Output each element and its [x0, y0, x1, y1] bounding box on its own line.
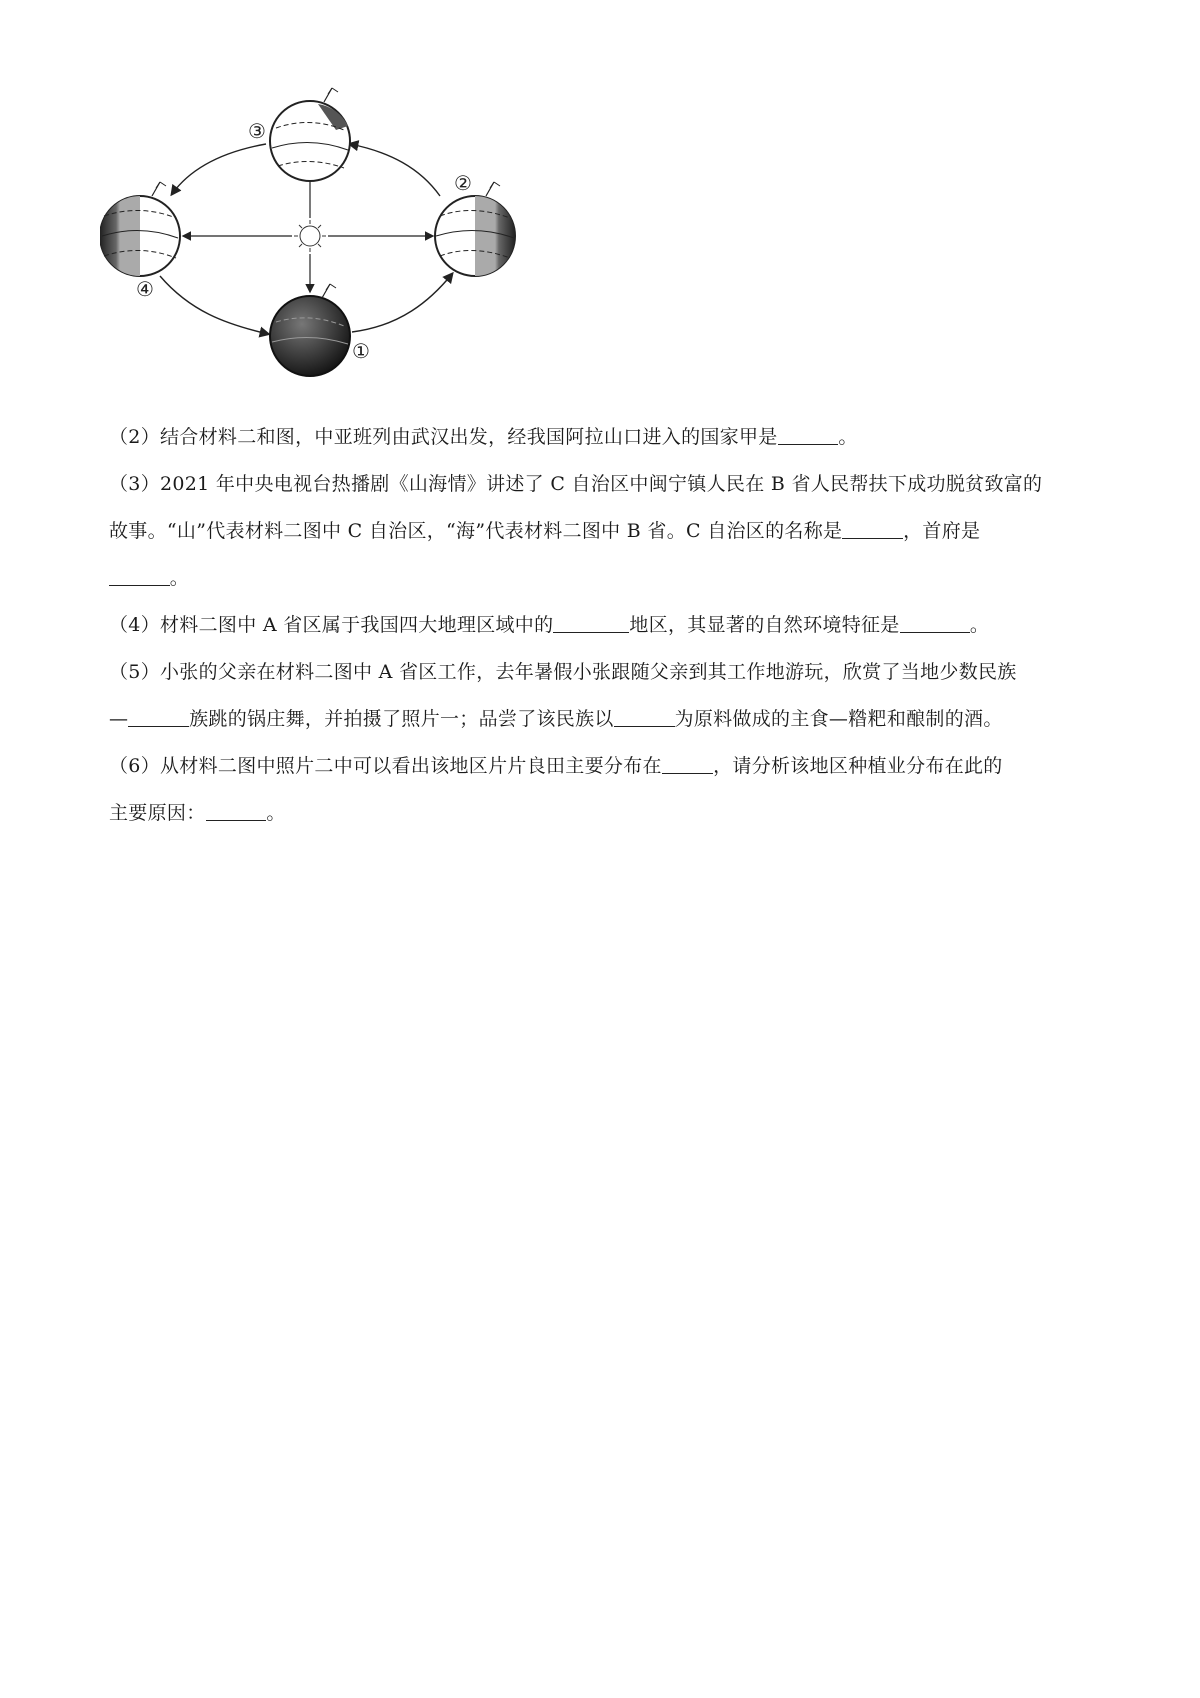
answer-blank[interactable] — [128, 707, 189, 727]
answer-blank[interactable] — [109, 566, 170, 586]
question-text: 族跳的锅庄舞，并拍摄了照片一；品尝了该民族以 — [189, 708, 614, 730]
question-line — [109, 602, 1099, 649]
question-line — [109, 508, 1099, 555]
earth-position-3 — [270, 88, 350, 181]
question-line — [109, 649, 1099, 696]
question-text: （6）从材料二图中照片二中可以看出该地区片片良田主要分布在 — [109, 755, 662, 777]
question-list — [109, 414, 1099, 837]
question-text: ，请分析该地区种植业分布在此的 — [713, 755, 1003, 777]
question-paragraph — [109, 649, 1099, 743]
earth-orbit-diagram — [100, 86, 540, 412]
answer-blank[interactable] — [778, 425, 839, 445]
orbit-arc-1-2 — [352, 274, 452, 332]
label-pos3: ③ — [248, 119, 266, 143]
question-text: 。 — [266, 802, 286, 824]
question-text: 。 — [969, 614, 990, 636]
label-pos2: ② — [454, 171, 472, 195]
question-text: 故事。“山”代表材料二图中 C 自治区，“海”代表材料二图中 B 省。C 自治区的名称是 — [109, 520, 843, 542]
question-text: — — [109, 708, 129, 730]
question-text: ，首府是 — [903, 520, 981, 542]
question-text: （2）结合材料二和图，中亚班列由武汉出发，经我国阿拉山口进入的国家甲是 — [109, 426, 778, 448]
question-text: （4）材料二图中 A 省区属于我国四大地理区域中的 — [109, 614, 554, 636]
question-text: 。 — [838, 426, 858, 448]
orbit-arc-3-4 — [172, 144, 266, 194]
question-paragraph — [109, 602, 1099, 649]
orbit-arc-2-3 — [350, 144, 440, 196]
question-text: （3）2021 年中央电视台热播剧《山海情》讲述了 C 自治区中闽宁镇人民在 B 省人民帮扶下成功脱贫致富的 — [109, 473, 1043, 495]
question-paragraph — [109, 461, 1099, 602]
earth-position-2 — [435, 182, 515, 276]
orbit-arc-4-1 — [160, 276, 268, 334]
question-line — [109, 790, 1099, 837]
question-text: （5）小张的父亲在材料二图中 A 省区工作，去年暑假小张跟随父亲到其工作地游玩，欣赏了当地少数民族 — [109, 661, 1017, 683]
label-pos1: ① — [352, 339, 370, 363]
question-line — [109, 555, 1099, 602]
orbit-svg — [100, 86, 540, 412]
answer-blank[interactable] — [553, 613, 629, 633]
answer-blank[interactable] — [662, 754, 713, 774]
answer-blank[interactable] — [206, 801, 267, 821]
earth-position-1 — [270, 284, 350, 376]
answer-blank[interactable] — [900, 613, 970, 633]
question-text: 主要原因： — [109, 802, 206, 824]
question-line — [109, 461, 1099, 508]
answer-blank[interactable] — [842, 519, 903, 539]
label-pos4: ④ — [136, 277, 154, 301]
answer-blank[interactable] — [614, 707, 675, 727]
question-paragraph — [109, 743, 1099, 837]
question-line — [109, 696, 1099, 743]
question-text: 。 — [169, 567, 190, 589]
sun-icon — [294, 220, 326, 252]
question-line — [109, 743, 1099, 790]
question-paragraph — [109, 414, 1099, 461]
earth-position-4 — [100, 182, 180, 276]
question-line — [109, 414, 1099, 461]
question-text: 为原料做成的主食—糌粑和酿制的酒。 — [674, 708, 1003, 730]
question-text: 地区，其显著的自然环境特征是 — [629, 614, 900, 636]
